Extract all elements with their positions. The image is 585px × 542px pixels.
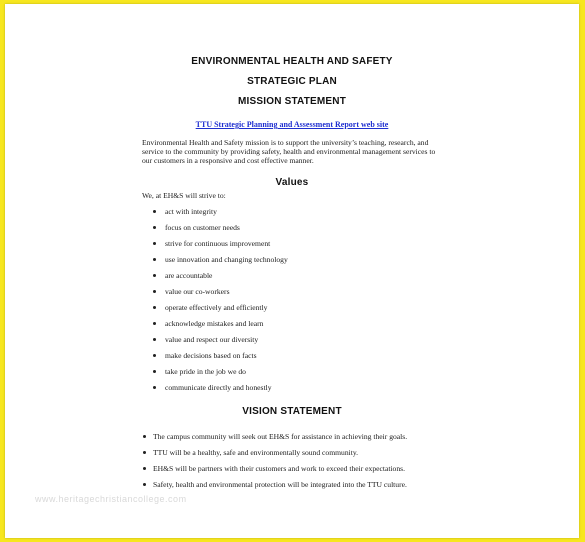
bullet-icon (153, 322, 156, 325)
bullet-icon (153, 258, 156, 261)
bullet-icon (143, 435, 146, 438)
value-item: strive for continuous improvement (165, 239, 271, 248)
vision-item: Safety, health and environmental protection will be integrated into the TTU culture. (153, 480, 407, 489)
watermark: www.heritagechristiancollege.com (35, 494, 187, 504)
vision-item: EH&S will be partners with their customers and work to exceed their expectations. (153, 464, 405, 473)
bullet-icon (153, 210, 156, 213)
value-item: value our co-workers (165, 287, 230, 296)
document-title: ENVIRONMENTAL HEALTH AND SAFETY (191, 56, 393, 67)
mission-paragraph (142, 138, 462, 165)
bullet-icon (143, 451, 146, 454)
bullet-icon (153, 306, 156, 309)
vision-item: TTU will be a healthy, safe and environmentally sound community. (153, 448, 359, 457)
value-item: focus on customer needs (165, 223, 240, 232)
value-item: value and respect our diversity (165, 335, 259, 344)
value-item: are accountable (165, 271, 213, 280)
vision-item: The campus community will seek out EH&S for assistance in achieving their goals. (153, 432, 408, 441)
value-item: acknowledge mistakes and learn (165, 319, 264, 328)
bullet-icon (153, 338, 156, 341)
bullet-icon (153, 226, 156, 229)
bullet-icon (143, 483, 146, 486)
vision-heading: VISION STATEMENT (242, 406, 342, 417)
bullet-icon (153, 290, 156, 293)
value-item: act with integrity (165, 207, 217, 216)
document-subtitle: STRATEGIC PLAN (247, 76, 337, 87)
value-item: use innovation and changing technology (165, 255, 288, 264)
values-heading: Values (275, 177, 309, 188)
values-intro: We, at EH&S will strive to: (142, 191, 226, 200)
document-page (5, 4, 579, 538)
value-item: operate effectively and efficiently (165, 303, 268, 312)
bullet-icon (153, 242, 156, 245)
bullet-icon (143, 467, 146, 470)
strategic-report-link[interactable]: TTU Strategic Planning and Assessment Report web site (195, 120, 389, 129)
value-item: communicate directly and honestly (165, 383, 272, 392)
mission-line: service to the community by providing safety, health and environmental management services to (142, 147, 436, 156)
bullet-icon (153, 274, 156, 277)
bullet-icon (153, 386, 156, 389)
mission-line: our customers in a responsive and cost effective manner. (142, 156, 314, 165)
bullet-icon (153, 354, 156, 357)
value-item: take pride in the job we do (165, 367, 246, 376)
mission-line: Environmental Health and Safety mission is to support the university’s teaching, research, and (142, 138, 429, 147)
value-item: make decisions based on facts (165, 351, 257, 360)
bullet-icon (153, 370, 156, 373)
mission-heading: MISSION STATEMENT (237, 96, 347, 107)
